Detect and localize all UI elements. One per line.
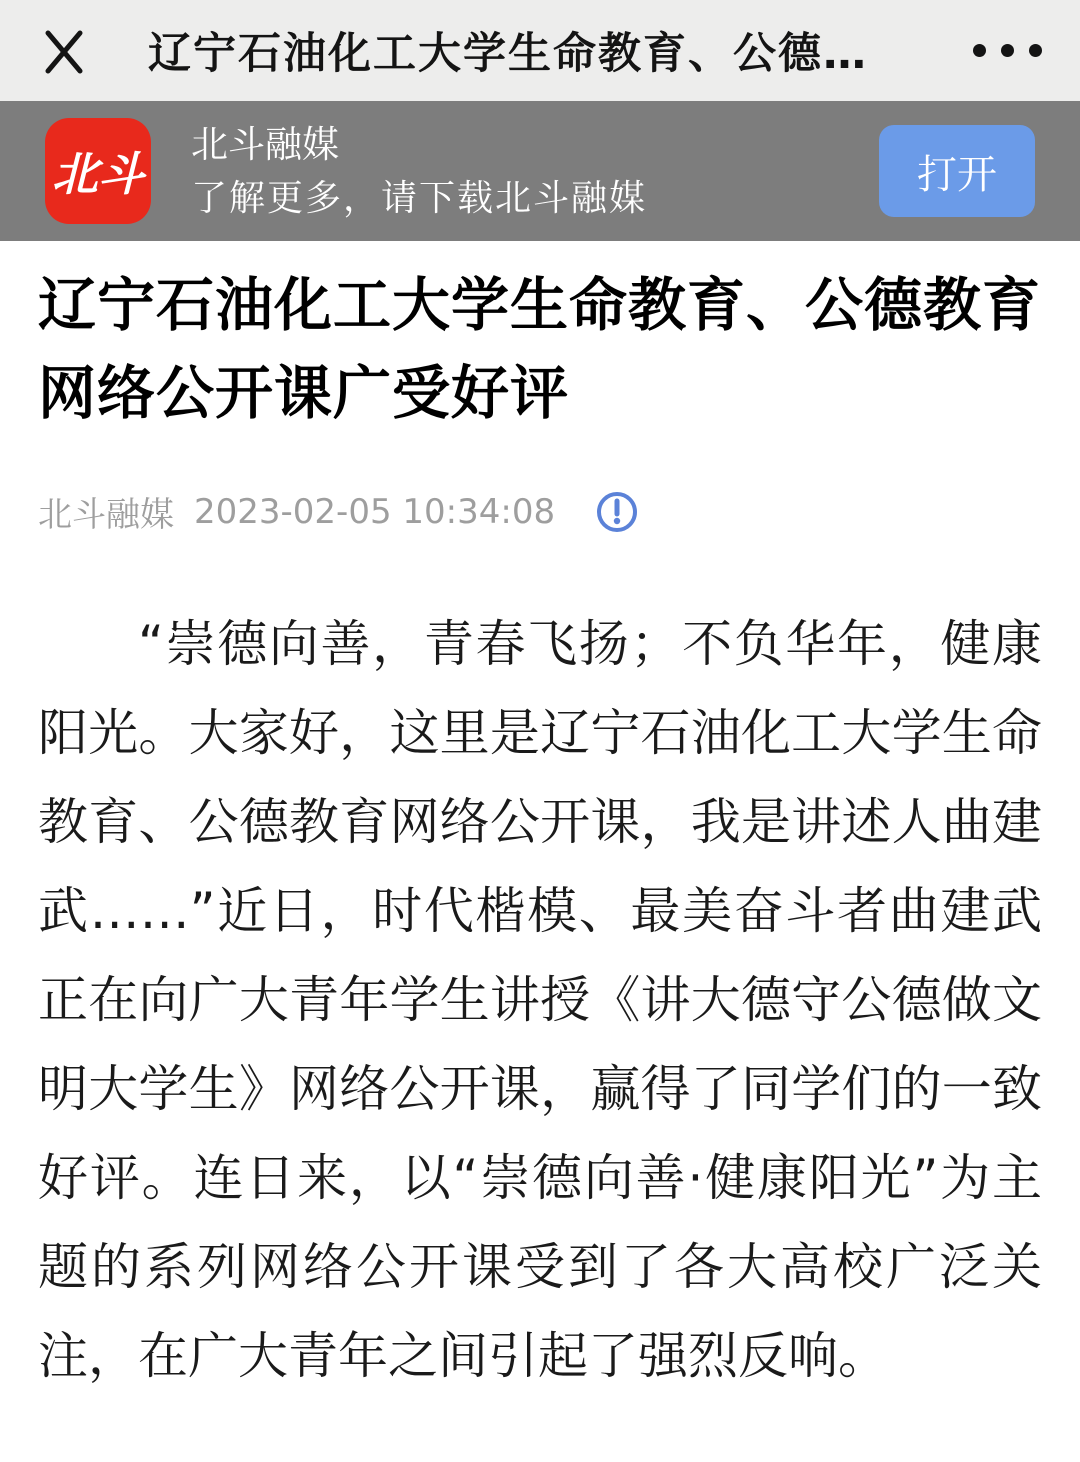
app-icon-text: 北斗 bbox=[52, 147, 144, 201]
more-icon bbox=[973, 44, 986, 57]
close-icon bbox=[41, 28, 87, 74]
beidou-app-icon bbox=[45, 118, 151, 224]
article-timestamp: 2023-02-05 10:34:08 bbox=[194, 491, 556, 532]
byline bbox=[38, 487, 1042, 536]
app-name: 北斗融媒 bbox=[191, 122, 339, 166]
article-page bbox=[0, 261, 1080, 1401]
browser-topbar bbox=[0, 0, 1080, 101]
info-button[interactable] bbox=[595, 490, 639, 534]
article-title: 辽宁石油化工大学生命教育、公德教育网络公开课广受好评 bbox=[38, 271, 1042, 427]
open-app-button[interactable]: 打开 bbox=[879, 125, 1035, 217]
app-download-banner bbox=[0, 101, 1080, 241]
more-icon bbox=[1029, 44, 1042, 57]
page-title: 辽宁石油化工大学生命教育、公德… bbox=[148, 29, 868, 79]
app-subtitle: 了解更多，请下载北斗融媒 bbox=[191, 177, 648, 219]
close-button[interactable] bbox=[38, 25, 90, 77]
more-icon bbox=[1001, 44, 1014, 57]
article-body: “崇德向善，青春飞扬；不负华年，健康阳光。大家好，这里是辽宁石油化工大学生命教育、公德教育网络公开课，我是讲述人曲建武……”近日，时代楷模、最美奋斗者曲建武正在向广大青年学生讲授《讲大德守公德做文明大学生》网络公开课，赢得了同学们的一致好评。连日来，以“崇德向善·健康阳光”为主题的系列网络公开课受到了各大高校广泛关注，在广大青年之间引起了强烈反响。 bbox=[38, 615, 1042, 1385]
app-info bbox=[191, 122, 648, 219]
article-source: 北斗融媒 bbox=[38, 495, 174, 535]
info-icon bbox=[595, 490, 639, 534]
more-menu-button[interactable] bbox=[973, 34, 1042, 67]
